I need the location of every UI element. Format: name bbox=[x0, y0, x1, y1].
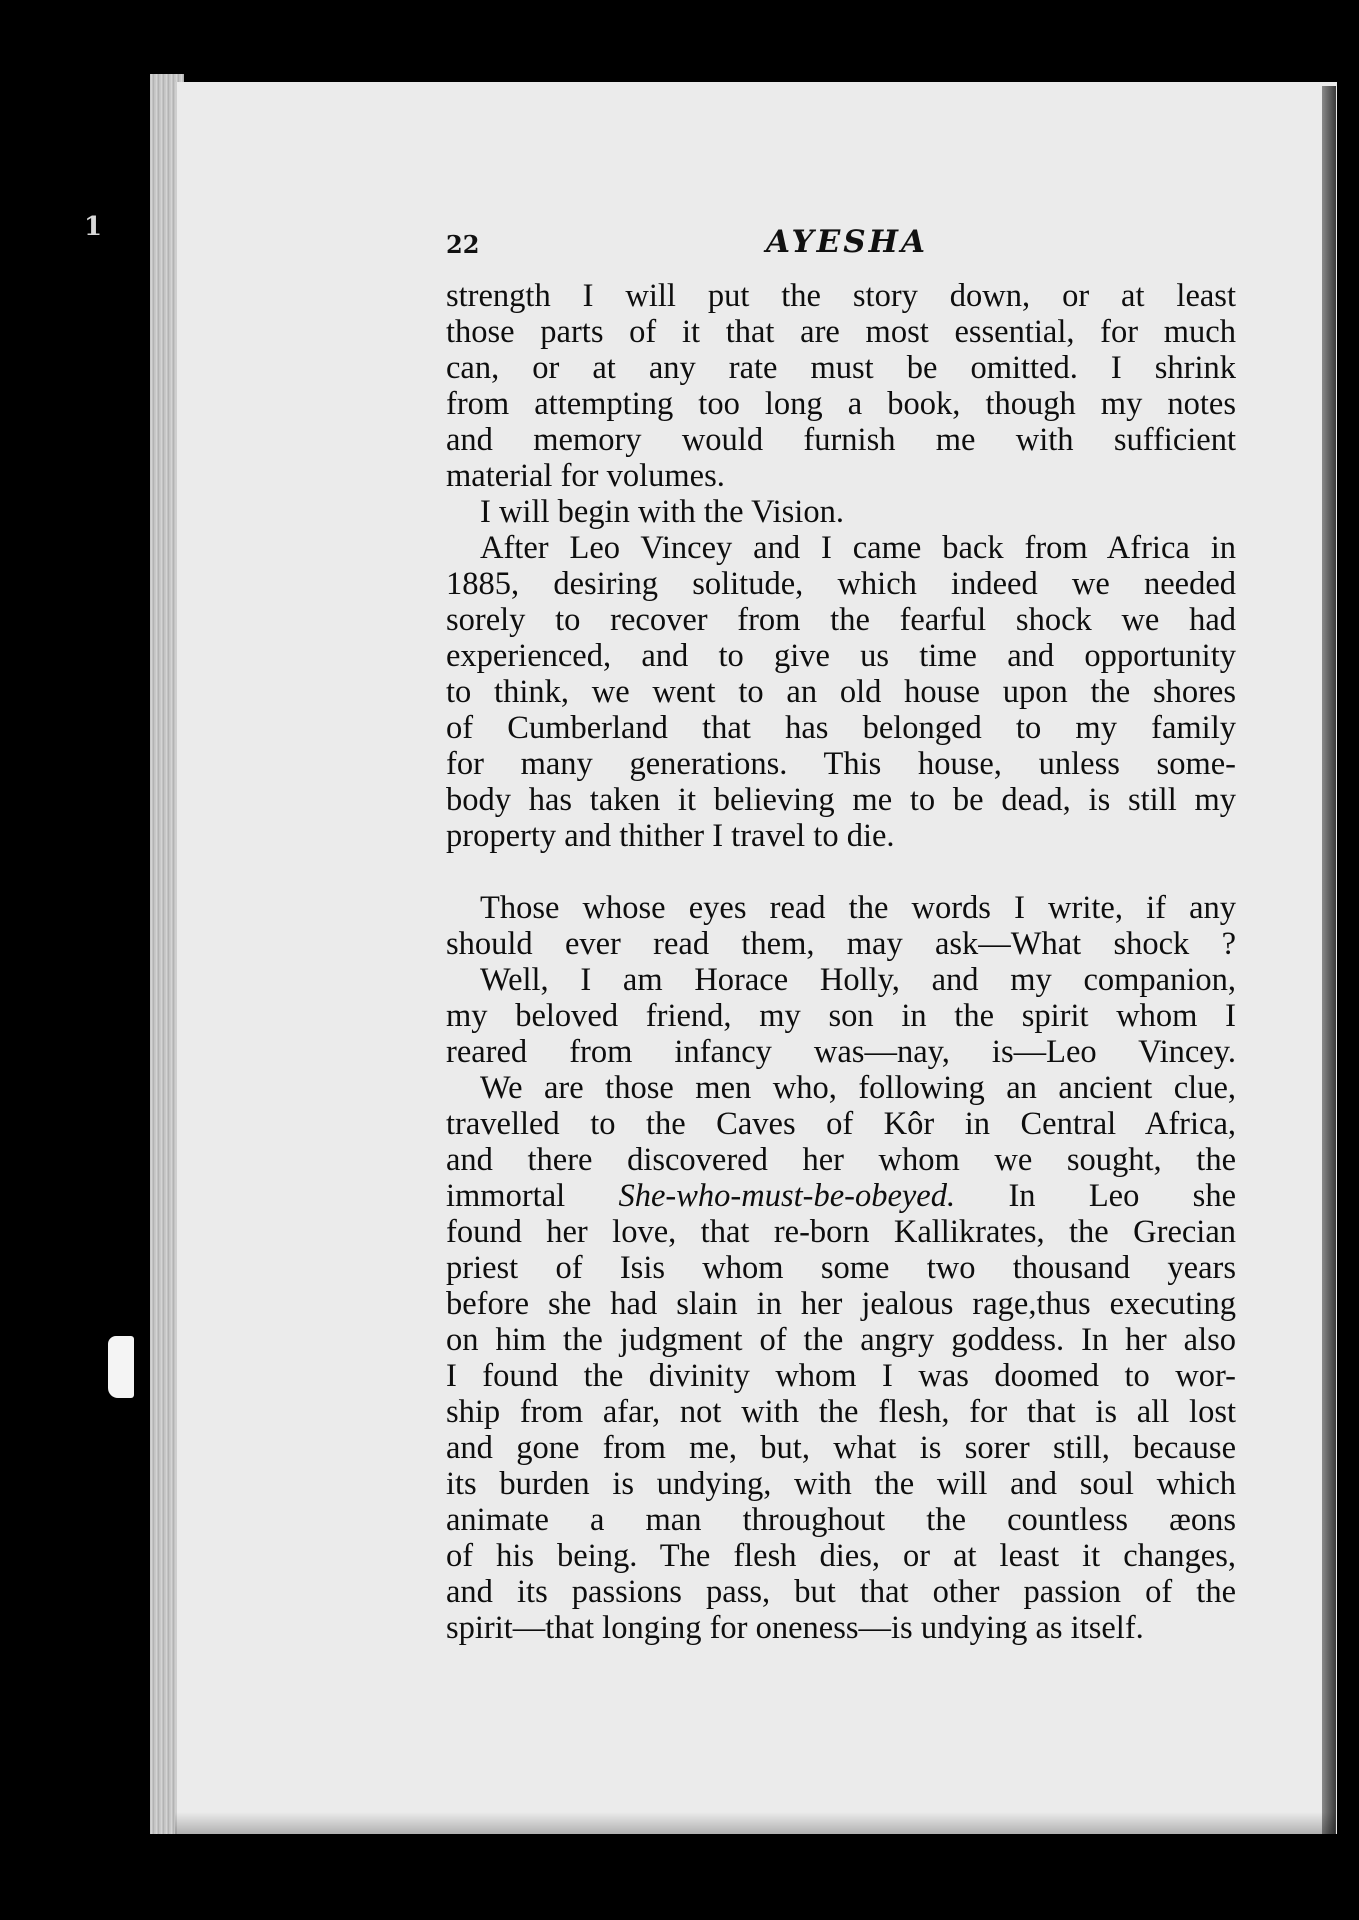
text-line: and memory would furnish me with sufficient bbox=[446, 422, 1236, 458]
text-line: of his being. The flesh dies, or at least it changes, bbox=[446, 1538, 1236, 1574]
text-line: experienced, and to give us time and opportunity bbox=[446, 638, 1236, 674]
running-title: AYESHA bbox=[766, 224, 928, 260]
text-line: to think, we went to an old house upon the shores bbox=[446, 674, 1236, 710]
text-line: 1885, desiring solitude, which indeed we needed bbox=[446, 566, 1236, 602]
section-break bbox=[446, 854, 1236, 890]
paragraph-3 bbox=[446, 530, 1236, 854]
paragraph-6 bbox=[446, 1070, 1236, 1646]
text-line: Those whose eyes read the words I write, if any bbox=[480, 890, 1236, 926]
text-line-with-italic bbox=[446, 1178, 1236, 1214]
text-line: I will begin with the Vision. bbox=[480, 494, 844, 530]
text-line: reared from infancy was—nay, is—Leo Vincey. bbox=[446, 1034, 1236, 1070]
text-line: material for volumes. bbox=[446, 458, 725, 494]
text-line: ship from afar, not with the flesh, for that is all lost bbox=[446, 1394, 1236, 1430]
page-bottom-shadow bbox=[175, 1812, 1335, 1834]
paragraph-5 bbox=[446, 962, 1236, 1070]
text-line: and there discovered her whom we sought, the bbox=[446, 1142, 1236, 1178]
page-header bbox=[446, 224, 1236, 270]
text-line: body has taken it believing me to be dead, is still my bbox=[446, 782, 1236, 818]
text-line: should ever read them, may ask—What shock ? bbox=[446, 926, 1236, 962]
text-line: animate a man throughout the countless æons bbox=[446, 1502, 1236, 1538]
text-line: can, or at any rate must be omitted. I shrink bbox=[446, 350, 1236, 386]
immortal-prefix: immortal bbox=[446, 1178, 566, 1214]
text-line: its burden is undying, with the will and soul which bbox=[446, 1466, 1236, 1502]
text-line: We are those men who, following an ancient clue, bbox=[480, 1070, 1236, 1106]
paragraph-2 bbox=[446, 494, 1236, 530]
text-line: before she had slain in her jealous rage,thus executing bbox=[446, 1286, 1236, 1322]
text-line: my beloved friend, my son in the spirit whom I bbox=[446, 998, 1236, 1034]
text-line: found her love, that re-born Kallikrates, the Grecian bbox=[446, 1214, 1236, 1250]
italic-title-she-who-must-be-obeyed: She-who-must-be-obeyed. bbox=[618, 1178, 956, 1214]
text-line: property and thither I travel to die. bbox=[446, 818, 895, 854]
text-line: spirit—that longing for oneness—is undying as itself. bbox=[446, 1610, 1144, 1646]
body-text bbox=[446, 278, 1236, 1646]
text-line: and its passions pass, but that other passion of the bbox=[446, 1574, 1236, 1610]
text-line: strength I will put the story down, or at least bbox=[446, 278, 1236, 314]
margin-mark: 1 bbox=[84, 212, 103, 242]
immortal-suffix: In Leo she bbox=[1008, 1178, 1237, 1214]
text-line: priest of Isis whom some two thousand years bbox=[446, 1250, 1236, 1286]
paragraph-4 bbox=[446, 890, 1236, 962]
text-line: sorely to recover from the fearful shock we had bbox=[446, 602, 1236, 638]
text-line: travelled to the Caves of Kôr in Central Africa, bbox=[446, 1106, 1236, 1142]
text-line: Well, I am Horace Holly, and my companion, bbox=[480, 962, 1236, 998]
paragraph-1 bbox=[446, 278, 1236, 494]
page-number: 22 bbox=[446, 230, 480, 259]
text-line: of Cumberland that has belonged to my family bbox=[446, 710, 1236, 746]
text-line: those parts of it that are most essential, for much bbox=[446, 314, 1236, 350]
text-line: After Leo Vincey and I came back from Africa in bbox=[480, 530, 1236, 566]
paper-clip-mark bbox=[108, 1336, 134, 1398]
book-spine-shadow bbox=[1322, 86, 1336, 1834]
text-line: from attempting too long a book, though my notes bbox=[446, 386, 1236, 422]
text-line: I found the divinity whom I was doomed to wor- bbox=[446, 1358, 1236, 1394]
text-line: for many generations. This house, unless some- bbox=[446, 746, 1236, 782]
text-line: and gone from me, but, what is sorer still, because bbox=[446, 1430, 1236, 1466]
text-line: on him the judgment of the angry goddess. In her also bbox=[446, 1322, 1236, 1358]
